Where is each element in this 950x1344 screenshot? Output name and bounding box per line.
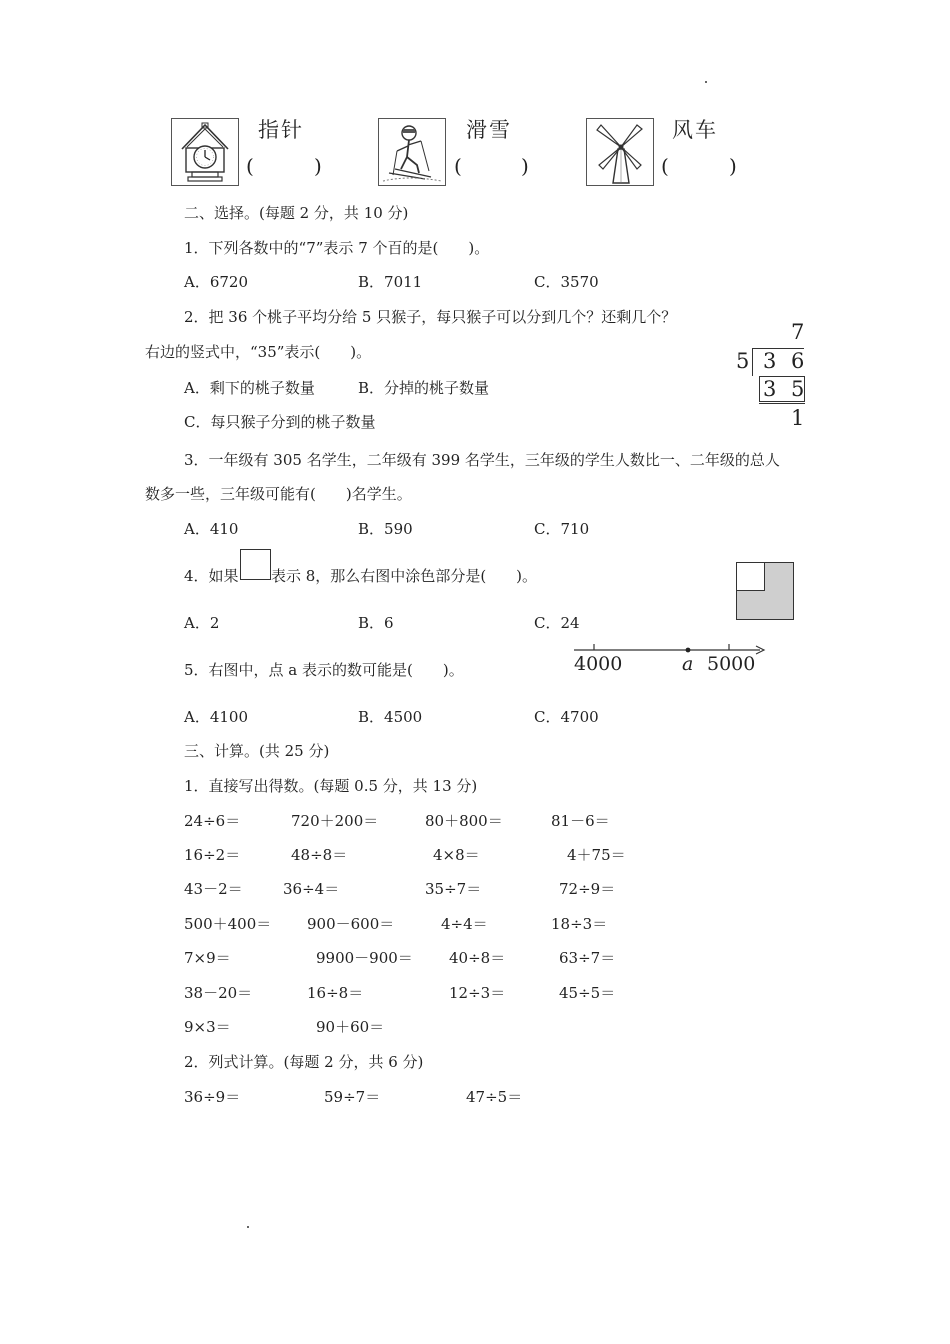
answer-blank[interactable] [671, 156, 727, 180]
answer-paren-open: ( [454, 154, 462, 178]
question-3-line1: 3．一年级有 305 名学生，二年级有 399 名学生，三年级的学生人数比一、二年级的总人 [184, 451, 780, 469]
q4-option-c[interactable]: C．24 [534, 614, 580, 632]
skier-icon [379, 119, 445, 185]
picture-frame [586, 118, 654, 186]
calc-item: 900－600＝ [307, 915, 395, 933]
calc-item: 12÷3＝ [449, 984, 506, 1002]
question-4-after: 表示 8，那么右图中涂色部分是( )。 [271, 567, 538, 585]
division-product-ones: 5 [791, 377, 805, 401]
calc-item: 500＋400＝ [184, 915, 272, 933]
answer-paren-open: ( [661, 154, 669, 178]
calc-item: 59÷7＝ [324, 1088, 381, 1106]
division-product-tens: 3 [763, 377, 777, 401]
unit-square-icon [240, 549, 271, 580]
calc-item: 9900－900＝ [316, 949, 413, 967]
question-5: 5．右图中，点 a 表示的数可能是( )。 [184, 661, 464, 679]
calc-item: 90＋60＝ [316, 1018, 385, 1036]
picture-frame [171, 118, 239, 186]
windmill-icon [587, 119, 653, 185]
part1-title: 1．直接写出得数。(每题 0.5 分，共 13 分) [184, 777, 478, 795]
calc-item: 16÷8＝ [307, 984, 364, 1002]
shaded-square-figure [736, 562, 794, 620]
q2-option-c[interactable]: C．每只猴子分到的桃子数量 [184, 413, 376, 431]
division-subtract-line [759, 403, 805, 404]
calc-item: 40÷8＝ [449, 949, 506, 967]
calc-item: 9×3＝ [184, 1018, 231, 1036]
answer-blank[interactable] [256, 156, 312, 180]
section3-title: 三、计算。(共 25 分) [184, 742, 330, 760]
number-line-point-label: a [682, 653, 694, 675]
calc-item: 43－2＝ [184, 880, 243, 898]
calc-item: 80＋800＝ [425, 812, 503, 830]
division-remainder: 1 [791, 406, 805, 430]
point-a-marker [686, 648, 691, 653]
answer-paren-close: ) [521, 154, 529, 178]
q4-option-b[interactable]: B．6 [358, 614, 394, 632]
calc-item: 47÷5＝ [466, 1088, 523, 1106]
section2-title: 二、选择。(每题 2 分，共 10 分) [184, 204, 409, 222]
picture-label: 风车 [672, 118, 718, 142]
q4-option-a[interactable]: A．2 [184, 614, 220, 632]
calc-item: 24÷6＝ [184, 812, 241, 830]
q2-option-b[interactable]: B．分掉的桃子数量 [358, 379, 490, 397]
clock-icon [172, 119, 238, 185]
question-2-line1: 2．把 36 个桃子平均分给 5 只猴子，每只猴子可以分到几个？还剩几个？ [184, 308, 677, 326]
question-3-line2: 数多一些，三年级可能有( )名学生。 [145, 485, 412, 503]
calc-item: 36÷9＝ [184, 1088, 241, 1106]
division-quotient: 7 [791, 320, 805, 344]
question-2-line2: 右边的竖式中，“35”表示( )。 [145, 343, 372, 361]
number-line [570, 636, 770, 676]
speck-dot [247, 1226, 249, 1228]
q5-option-c[interactable]: C．4700 [534, 708, 599, 726]
speck-dot [705, 81, 707, 83]
q5-option-b[interactable]: B．4500 [358, 708, 423, 726]
picture-frame [378, 118, 446, 186]
division-dividend-tens: 3 [763, 349, 777, 373]
calc-item: 81－6＝ [551, 812, 610, 830]
q3-option-b[interactable]: B．590 [358, 520, 413, 538]
q3-option-c[interactable]: C．710 [534, 520, 590, 538]
q1-option-a[interactable]: A．6720 [184, 273, 249, 291]
q1-option-b[interactable]: B．7011 [358, 273, 423, 291]
number-line-end-label: 5000 [707, 653, 756, 675]
q2-option-a[interactable]: A．剩下的桃子数量 [184, 379, 315, 397]
number-line-start-label: 4000 [574, 653, 623, 675]
part2-title: 2．列式计算。(每题 2 分，共 6 分) [184, 1053, 424, 1071]
long-division-figure [732, 318, 812, 430]
calc-item: 36÷4＝ [283, 880, 340, 898]
calc-item: 18÷3＝ [551, 915, 608, 933]
question-1: 1．下列各数中的“7”表示 7 个百的是( )。 [184, 239, 490, 257]
division-bracket-side [752, 348, 753, 376]
division-divisor: 5 [736, 349, 750, 373]
q3-option-a[interactable]: A．410 [184, 520, 239, 538]
calc-item: 7×9＝ [184, 949, 231, 967]
calc-item: 72÷9＝ [559, 880, 616, 898]
calc-item: 35÷7＝ [425, 880, 482, 898]
q1-option-c[interactable]: C．3570 [534, 273, 599, 291]
answer-paren-close: ) [314, 154, 322, 178]
division-dividend-ones: 6 [791, 349, 805, 373]
unshaded-corner [736, 562, 765, 591]
calc-item: 4÷4＝ [441, 915, 488, 933]
calc-item: 38－20＝ [184, 984, 253, 1002]
answer-paren-close: ) [729, 154, 737, 178]
answer-blank[interactable] [464, 156, 519, 180]
calc-item: 45÷5＝ [559, 984, 616, 1002]
q5-option-a[interactable]: A．4100 [184, 708, 249, 726]
calc-item: 720＋200＝ [291, 812, 379, 830]
calc-item: 48÷8＝ [291, 846, 348, 864]
calc-item: 4＋75＝ [567, 846, 626, 864]
picture-label: 滑雪 [466, 118, 512, 142]
question-4-before: 4．如果 [184, 567, 239, 585]
picture-label: 指针 [258, 118, 304, 142]
calc-item: 16÷2＝ [184, 846, 241, 864]
calc-item: 4×8＝ [433, 846, 480, 864]
calc-item: 63÷7＝ [559, 949, 616, 967]
answer-paren-open: ( [246, 154, 254, 178]
